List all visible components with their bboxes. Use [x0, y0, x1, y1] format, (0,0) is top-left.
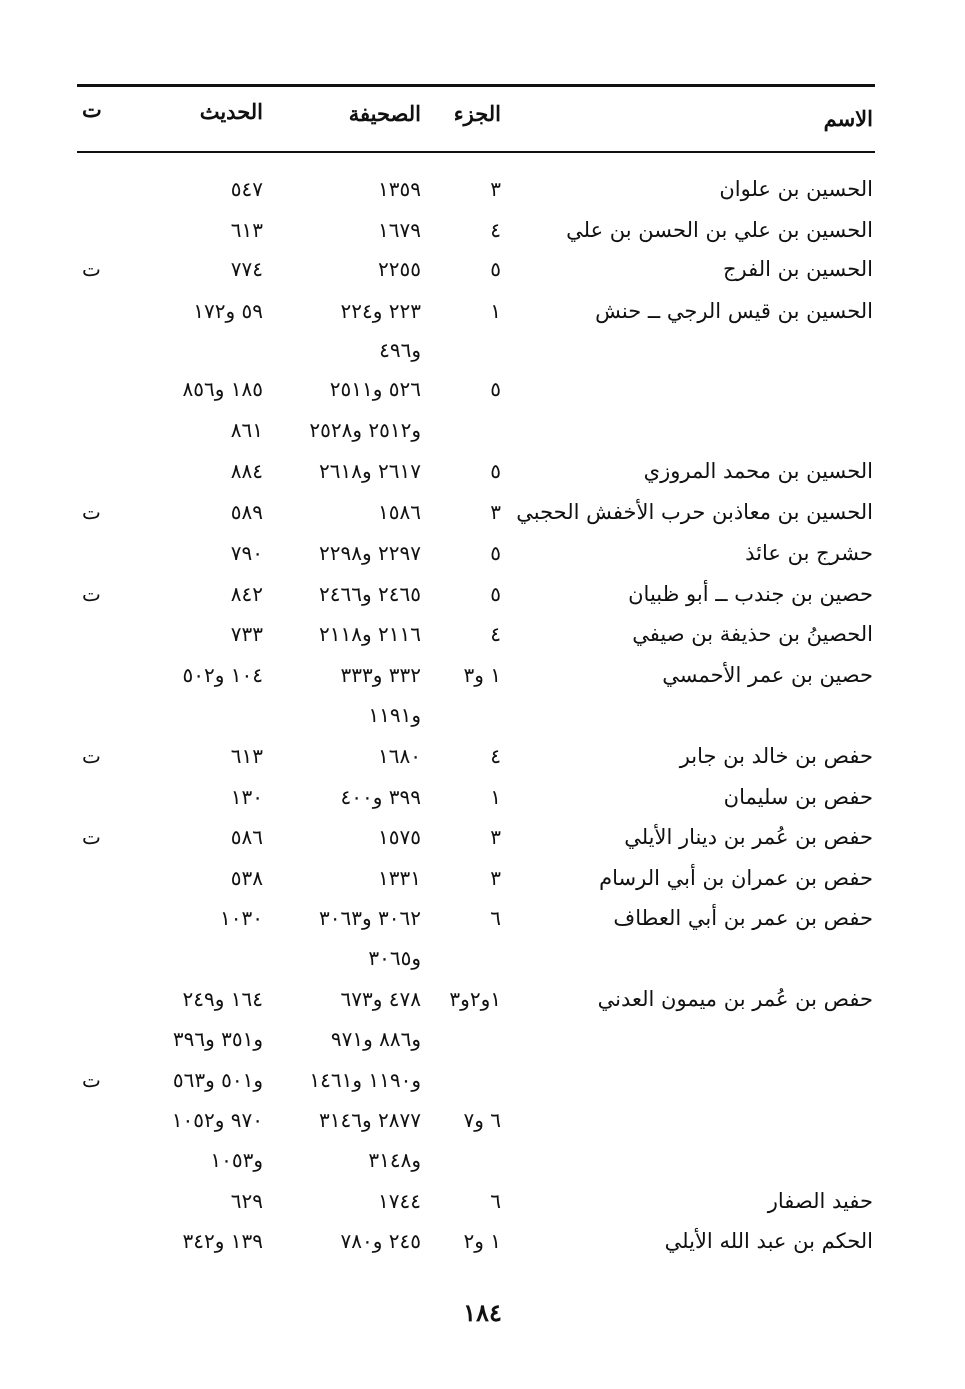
row-name: حفص بن عُمر بن دينار الأيلي [624, 825, 873, 849]
row-page: ١٧٤٤ [378, 1189, 421, 1213]
row-page: ١٣٥٩ [378, 177, 421, 201]
row-page: ٣٩٩ و٤٠٠ [340, 785, 421, 809]
header-mark: ت [82, 97, 102, 122]
row-volume: ٥ [490, 541, 501, 565]
row-page: ٢٢٣ و٢٢٤ [340, 299, 421, 323]
row-page: ٢٢٩٧ و٢٢٩٨ [319, 541, 421, 565]
header-volume: الجزء [453, 101, 501, 126]
row-name: الحكم بن عبد الله الأيلي [664, 1229, 873, 1253]
row-page: و١١٩٠ و١٤٦١ [309, 1068, 421, 1092]
row-name: حفص بن عمران بن أبي الرسام [599, 866, 873, 890]
row-page: ١٥٨٦ [378, 500, 421, 524]
row-mark: ت [82, 744, 101, 768]
row-page: و٣٠٦٥ [368, 946, 421, 970]
row-page: ١٦٧٩ [378, 218, 421, 242]
row-hadith: ٨٤٢ [230, 582, 263, 606]
row-page: ١٣٣١ [378, 866, 421, 890]
row-hadith: ٧٩٠ [230, 541, 263, 565]
row-hadith: ١٨٥ و٨٥٦ [182, 377, 263, 401]
row-volume: ٦ [490, 1189, 501, 1213]
row-page: ٤٧٨ و٦٧٣ [340, 987, 421, 1011]
row-volume: ١ و٢ [463, 1229, 501, 1253]
row-hadith: ٧٣٣ [230, 622, 263, 646]
row-page: و٤٩٦ [379, 338, 421, 362]
row-volume: ٤ [490, 218, 501, 242]
row-page: ٢١١٦ و٢١١٨ [319, 622, 421, 646]
row-volume: ٦ [490, 906, 501, 930]
row-hadith: ٦١٣ [230, 744, 263, 768]
header-hadith: الحديث [199, 99, 263, 124]
row-name: حفيد الصفار [767, 1189, 873, 1213]
row-volume: ٥ [490, 257, 501, 281]
row-name: حفص بن عُمر بن ميمون العدني [597, 987, 873, 1011]
header-page: الصحيفة [348, 101, 421, 126]
row-volume: ٣ [490, 177, 501, 201]
row-page: و١١٩١ [368, 703, 421, 727]
row-page: و٢٥١٢ و٢٥٢٨ [309, 418, 421, 442]
row-hadith: ١٠٣٠ [220, 906, 263, 930]
row-page: ٢٤٥ و٧٨٠ [340, 1229, 421, 1253]
row-mark: ت [82, 257, 101, 281]
row-page: ٣٠٦٢ و٣٠٦٣ [319, 906, 421, 930]
row-hadith: ١٣٠ [230, 785, 263, 809]
row-volume: ٣ [490, 500, 501, 524]
row-page: ٢٤٦٥ و٢٤٦٦ [319, 582, 421, 606]
row-volume: ٥ [490, 582, 501, 606]
row-name: حصين بن جندب ــ أبو ظبيان [628, 582, 873, 606]
row-hadith: و٣٥١ و٣٩٦ [172, 1027, 263, 1051]
row-volume: ١ [490, 299, 501, 323]
row-hadith: و٥٠١ و٥٦٣ [172, 1068, 263, 1092]
row-hadith: ١٣٩ و٣٤٢ [182, 1229, 263, 1253]
row-name: الحسين بن قيس الرجي ــ حنش [595, 299, 873, 323]
row-volume: ٥ [490, 377, 501, 401]
row-page: ١٦٨٠ [378, 744, 421, 768]
top-rule [77, 84, 875, 87]
row-hadith: ٥٩ و١٧٢ [193, 299, 263, 323]
row-name: حفص بن خالد بن جابر [679, 744, 873, 768]
row-hadith: ٧٧٤ [230, 257, 263, 281]
row-hadith: ١٦٤ و٢٤٩ [182, 987, 263, 1011]
row-volume: ٥ [490, 459, 501, 483]
row-page: ٢٨٧٧ و٣١٤٦ [319, 1108, 421, 1132]
row-name: حفص بن عمر بن أبي العطاف [613, 906, 873, 930]
row-name: الحصينُ بن حذيفة بن صيفي [632, 622, 873, 646]
row-name: الحسين بن معاذبن حرب الأخفش الحجبي [516, 500, 873, 524]
row-page: ٣٣٢ و٣٣٣ [340, 663, 421, 687]
row-volume: ٤ [490, 622, 501, 646]
row-page: و٣١٤٨ [368, 1148, 421, 1172]
row-hadith: ٥٣٨ [230, 866, 263, 890]
row-mark: ت [82, 825, 101, 849]
row-name: حشرج بن عائذ [745, 541, 873, 565]
row-volume: ٤ [490, 744, 501, 768]
row-name: حصين بن عمر الأحمسي [662, 663, 873, 687]
row-volume: ١ و٣ [463, 663, 501, 687]
row-hadith: ٥٨٦ [230, 825, 263, 849]
row-page: ٥٢٦ و٢٥١١ [329, 377, 421, 401]
row-name: حفص بن سليمان [723, 785, 873, 809]
header-name: الاسم [823, 106, 873, 131]
page-number: ١٨٤ [463, 1298, 502, 1327]
row-page: ٢٦١٧ و٢٦١٨ [319, 459, 421, 483]
row-volume: ٦ و٧ [463, 1108, 501, 1132]
row-volume: ٣ [490, 866, 501, 890]
row-volume: ١و٢و٣ [449, 987, 501, 1011]
row-hadith: ٩٧٠ و١٠٥٢ [171, 1108, 263, 1132]
row-mark: ت [82, 1068, 101, 1092]
row-page: ٢٢٥٥ [378, 257, 421, 281]
row-hadith: ٦١٣ [230, 218, 263, 242]
row-hadith: و١٠٥٣ [210, 1148, 263, 1172]
row-name: الحسين بن علوان [719, 177, 873, 201]
row-hadith: ١٠٤ و٥٠٢ [182, 663, 263, 687]
row-hadith: ٨٦١ [230, 418, 263, 442]
row-name: الحسين بن محمد المروزي [643, 459, 873, 483]
row-name: الحسين بن الفرج [722, 257, 873, 281]
row-volume: ١ [490, 785, 501, 809]
row-hadith: ٥٤٧ [230, 177, 263, 201]
row-hadith: ٨٨٤ [230, 459, 263, 483]
row-page: ١٥٧٥ [378, 825, 421, 849]
row-page: و٨٨٦ و٩٧١ [330, 1027, 421, 1051]
row-mark: ت [82, 582, 101, 606]
row-hadith: ٦٢٩ [230, 1189, 263, 1213]
row-hadith: ٥٨٩ [230, 500, 263, 524]
row-name: الحسين بن علي بن الحسن بن علي [566, 218, 873, 242]
row-volume: ٣ [490, 825, 501, 849]
header-rule [77, 151, 875, 153]
row-mark: ت [82, 500, 101, 524]
